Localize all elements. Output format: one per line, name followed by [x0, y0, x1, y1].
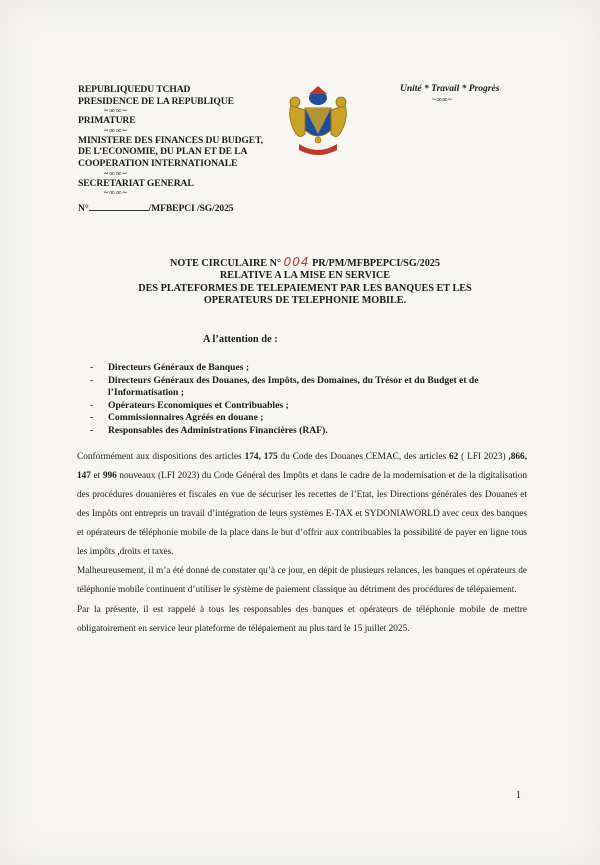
title-line-4: OPERATEURS DE TELEPHONIE MOBILE.: [203, 295, 407, 307]
header-presidency: PRESIDENCE DE LA REPUBLIQUE: [78, 95, 234, 107]
body-text: [77, 448, 527, 639]
page-number: 1: [516, 790, 521, 801]
list-item: - Responsables des Administrations Financières (RAF).: [90, 425, 530, 438]
circular-title: [100, 256, 510, 308]
list-item: - Directeurs Généraux de Banques ;: [90, 362, 530, 375]
letterhead: [78, 84, 308, 215]
ornament-icon: ~∞∞~: [104, 168, 128, 178]
paragraph: Conformément aux dispositions des articles 174, 175 du Code des Douanes CEMAC, des articles 62 ( LFI 2023) ,866, 147 et 996 nouveaux (LFI 2023) du Code Général des Impôts et dans le cadre de la modernisation et de la digitalisation des procédures douanières et fiscales en vue de sécuriser les recettes de l’Etat, les Directions générales des Douanes et des Impôts ont entrepris un travail d’intégration de leurs systèmes E-TAX et SYDONIAWORLD avec ceux des banques et opérateurs de téléphonie mobile de la place dans le but d’offrir aux contribuables la possibilité de payer en ligne tous les impôts ,droits et taxes.: [77, 452, 528, 557]
list-item: - Directeurs Généraux des Douanes, des Impôts, des Domaines, du Trésor et du Budget et de l’Informatisation ;: [90, 375, 530, 400]
header-ministry-1: MINISTERE DES FINANCES DU BUDGET,: [78, 134, 263, 146]
ornament-icon: ~∞∞~: [432, 95, 453, 104]
list-item: - Commissionnaires Agréés en douane ;: [90, 412, 530, 425]
header-ministry-2: DE L’ECONOMIE, DU PLAN ET DE LA: [78, 146, 248, 158]
ornament-icon: ~∞∞~: [104, 106, 128, 116]
title-line-3: DES PLATEFORMES DE TELEPAIEMENT PAR LES BANQUES ET LES: [138, 282, 472, 294]
national-motto: Unité * Travail * Progrès: [400, 84, 500, 94]
title-line-2: RELATIVE A LA MISE EN SERVICE: [219, 270, 391, 282]
handwritten-number: 004: [283, 255, 310, 269]
list-item: - Opérateurs Economiques et Contribuables ;: [90, 400, 530, 413]
reference-blank: [89, 201, 149, 211]
recipient-list: [90, 362, 530, 438]
attention-heading: A l’attention de :: [203, 334, 278, 345]
coat-of-arms-icon: [285, 84, 351, 160]
ornament-icon: ~∞∞~: [104, 125, 128, 135]
header-primature: PRIMATURE: [78, 115, 136, 127]
paragraph: Par la présente, il est rappelé à tous les responsables des banques et opérateurs de téléphonie mobile de mettre obligatoirement en service leur plateforme de télépaiement au plus tard le 15 juillet 2025.: [77, 605, 527, 635]
header-ministry-3: COOPERATION INTERNATIONALE: [78, 157, 238, 169]
paragraph: Malheureusement, il m’a été donné de constater qu’à ce jour, en dépit de plusieurs relances, les banques et opérateurs de téléphonie mobile continuent d’utiliser le système de paiement classique au détriment des procédures de télépaiement.: [77, 566, 527, 596]
title-line-1: NOTE CIRCULAIRE N° 004 PR/PM/MFBPEPCI/SG/2025: [170, 255, 440, 269]
reference-number: N° /MFBEPCI /SG/2025: [78, 203, 234, 215]
header-country: REPUBLIQUEDU TCHAD: [78, 84, 191, 95]
ornament-icon: ~∞∞~: [104, 188, 128, 198]
header-secretariat: SECRETARIAT GENERAL: [78, 177, 194, 189]
